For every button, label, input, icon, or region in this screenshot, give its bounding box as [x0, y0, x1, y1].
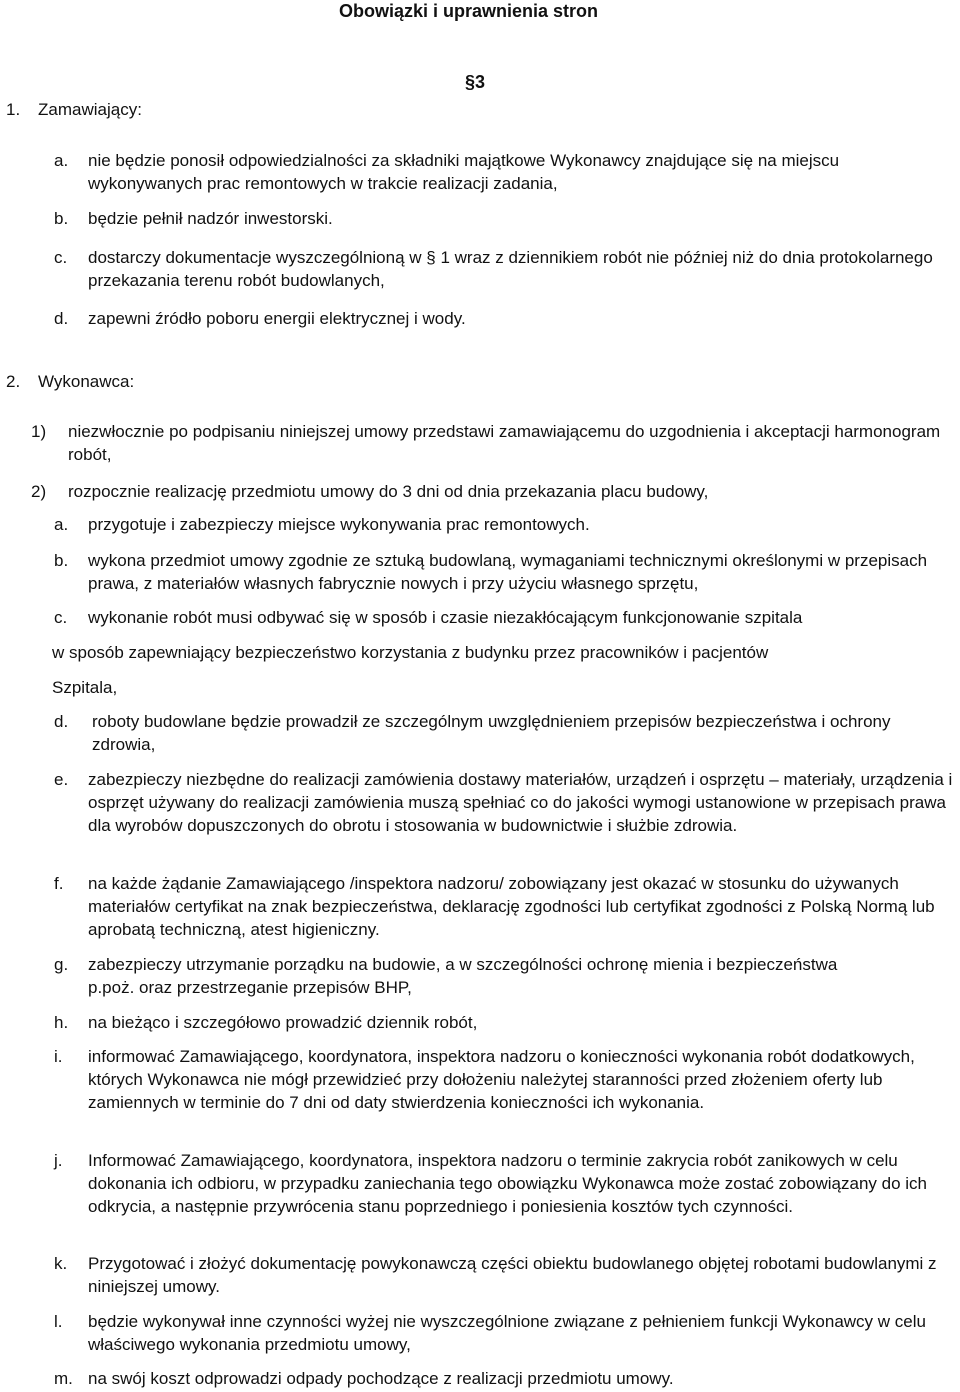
- list-text: będzie pełnił nadzór inwestorski.: [88, 209, 333, 228]
- list-marker: a.: [54, 151, 69, 170]
- list-text: Informować Zamawiającego, koordynatora, inspektora nadzoru o terminie zakrycia robót zanikowych w celu dokonania ich odbioru, w przypadku zaniechania tego obowiązku Wykonawca może zostać zobowiązany do ich odkrycia, a następnie przywrócenia stanu poprzedniego i poniesienia kosztów tych czynności.: [88, 1151, 928, 1216]
- section-2-number: 2.: [6, 372, 21, 391]
- list-item: [54, 149, 954, 195]
- document-title: Obowiązki i uprawnienia stron: [339, 1, 599, 21]
- list-marker: i.: [54, 1047, 63, 1066]
- list-item: [54, 1045, 954, 1114]
- numbered-item: [31, 480, 960, 503]
- list-marker: 1): [31, 422, 47, 441]
- list-item: [54, 872, 954, 941]
- list-marker: g.: [54, 955, 69, 974]
- list-item: [54, 768, 954, 837]
- list-marker: a.: [54, 515, 69, 534]
- list-text: niezwłocznie po podpisaniu niniejszej umowy przedstawi zamawiającemu do uzgodnienia i akceptacji harmonogram robót,: [68, 422, 941, 464]
- list-item: [54, 1011, 954, 1034]
- list-text: przygotuje i zabezpieczy miejsce wykonywania prac remontowych.: [88, 515, 590, 534]
- numbered-item: [31, 420, 960, 466]
- list-item: [54, 1252, 954, 1298]
- section-1-label: Zamawiający:: [38, 100, 142, 119]
- list-marker: e.: [54, 770, 69, 789]
- list-text: dostarczy dokumentacje wyszczególnioną w § 1 wraz z dziennikiem robót nie później niż do dnia protokolarnego przekazania terenu robót budowlanych,: [88, 248, 933, 290]
- list-item: [54, 246, 954, 292]
- list-marker: h.: [54, 1013, 69, 1032]
- list-text: Przygotować i złożyć dokumentację powykonawczą części obiektu budowlanego objętej robotami budowlanymi z niniejszej umowy.: [88, 1254, 937, 1296]
- list-text: zapewni źródło poboru energii elektrycznej i wody.: [88, 309, 466, 328]
- continuation-line: w sposób zapewniający bezpieczeństwo korzystania z budynku przez pracowników i pacjentów: [52, 643, 769, 662]
- list-marker: l.: [54, 1312, 63, 1331]
- list-text: zabezpieczy niezbędne do realizacji zamówienia dostawy materiałów, urządzeń i osprzętu – materiały, urządzenia i osprzęt używany do realizacji zamówienia muszą spełniać co do jakości wymogi ustanowione w przepisach prawa dla wyrobów dopuszczonych do obrotu i stosowania w budownictwie i służbie zdrowia.: [88, 770, 953, 835]
- continuation-line: Szpitala,: [52, 678, 118, 697]
- list-text: wykona przedmiot umowy zgodnie ze sztuką budowlaną, wymaganiami technicznymi określonymi w przepisach prawa, z materiałów własnych fabrycznie nowych i przy użyciu własnego sprzętu,: [88, 551, 928, 593]
- list-text: nie będzie ponosił odpowiedzialności za składniki majątkowe Wykonawcy znajdujące się na miejscu wykonywanych prac remontowych w trakcie realizacji zadania,: [88, 151, 840, 193]
- list-text: na bieżąco i szczegółowo prowadzić dziennik robót,: [88, 1013, 478, 1032]
- paragraph-heading: §3: [465, 72, 486, 92]
- list-marker: f.: [54, 874, 64, 893]
- list-marker: m.: [54, 1369, 73, 1388]
- list-text: informować Zamawiającego, koordynatora, inspektora nadzoru o konieczności wykonania robót dodatkowych, których Wykonawca nie mógł przewidzieć przy dołożeniu należytej staranności przed złożeniem oferty lub zamiennych w terminie do 7 dni od daty stwierdzenia konieczności ich wykonania.: [88, 1047, 915, 1112]
- list-item: [54, 307, 954, 330]
- list-text: roboty budowlane będzie prowadził ze szczególnym uwzględnieniem przepisów bezpieczeństwa i ochrony zdrowia,: [92, 712, 891, 754]
- list-marker: j.: [54, 1151, 63, 1170]
- list-marker: c.: [54, 248, 68, 267]
- list-text: rozpocznie realizację przedmiotu umowy do 3 dni od dnia przekazania placu budowy,: [68, 482, 709, 501]
- list-item: [54, 513, 954, 536]
- list-marker: c.: [54, 608, 68, 627]
- list-text: zabezpieczy utrzymanie porządku na budowie, a w szczególności ochronę mienia i bezpieczeństwa p.poż. oraz przestrzeganie przepisów BHP,: [88, 955, 838, 997]
- list-marker: b.: [54, 209, 69, 228]
- list-text: na swój koszt odprowadzi odpady pochodzące z realizacji przedmiotu umowy.: [88, 1369, 674, 1388]
- list-text: wykonanie robót musi odbywać się w sposób i czasie niezakłócającym funkcjonowanie szpitala: [88, 608, 803, 627]
- list-text: na każde żądanie Zamawiającego /inspektora nadzoru/ zobowiązany jest okazać w stosunku do używanych materiałów certyfikat na znak bezpieczeństwa, deklarację zgodności lub certyfikat zgodności z Polską Normą lub aprobatą techniczną, atest higieniczny.: [88, 874, 935, 939]
- list-item: [54, 1149, 954, 1218]
- list-item: [54, 207, 954, 230]
- list-marker: d.: [54, 309, 69, 328]
- list-marker: d.: [54, 712, 69, 731]
- list-item: [54, 606, 954, 629]
- list-text: będzie wykonywał inne czynności wyżej nie wyszczególnione związane z pełnieniem funkcji Wykonawcy w celu właściwego wykonania przedmiotu umowy,: [88, 1312, 926, 1354]
- list-item: [54, 1367, 954, 1390]
- list-item: [54, 953, 954, 999]
- list-item: [54, 1310, 954, 1356]
- list-item: [54, 549, 954, 595]
- list-marker: b.: [54, 551, 69, 570]
- section-1-number: 1.: [6, 100, 21, 119]
- section-2-label: Wykonawca:: [38, 372, 135, 391]
- list-marker: 2): [31, 482, 47, 501]
- list-item: [54, 710, 954, 756]
- list-marker: k.: [54, 1254, 68, 1273]
